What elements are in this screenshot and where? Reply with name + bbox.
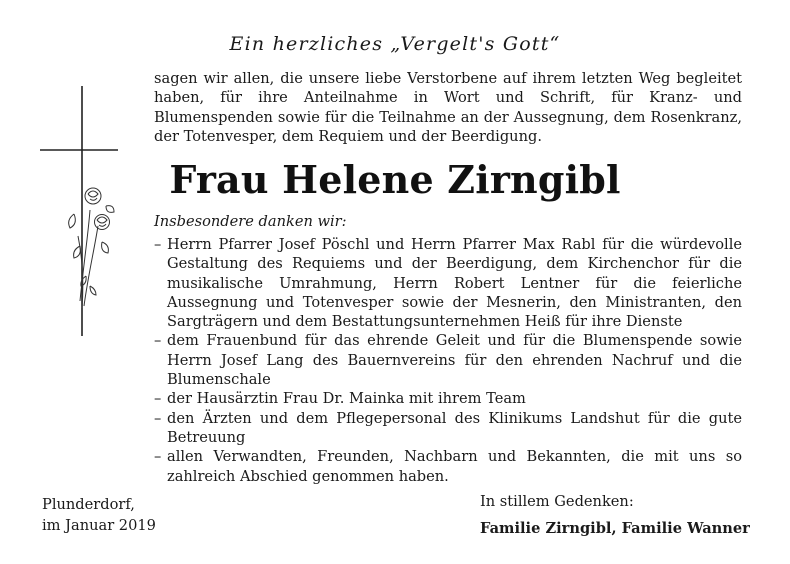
closing-signature [480, 488, 750, 542]
intro-paragraph [154, 69, 742, 147]
thanks-list [154, 235, 742, 486]
family-names: Familie Zirngibl, Familie Wanner [480, 520, 750, 537]
list-item: – den Ärzten und dem Pflegepersonal des Klinikums Landshut für die gute Betreuung [154, 409, 742, 448]
cross-with-roses-icon [40, 86, 126, 336]
place-date [42, 494, 156, 536]
thanks-list-label: Insbesondere danken wir: [154, 213, 347, 230]
list-item: – dem Frauenbund für das ehrende Geleit und für die Blumenspende sowie Herrn Josef Lang des Bauernvereins für den ehrenden Nachruf und die Blumenschale [154, 331, 742, 389]
list-item: – allen Verwandten, Freunden, Nachbarn und Bekannten, die mit uns so zahlreich Abschied genommen haben. [154, 447, 742, 486]
date: im Januar 2019 [42, 517, 156, 534]
place: Plunderdorf, [42, 496, 135, 513]
list-item: – der Hausärztin Frau Dr. Mainka mit ihrem Team [154, 389, 742, 408]
intro-text: sagen wir allen, die unsere liebe Verstorbene auf ihrem letzten Weg begleitet haben, für ihre Anteilnahme in Wort und Schrift, für Kranz- und Blumenspenden sowie für die Teilnahme an der Aussegnung, dem Rosenkranz, der Totenvesper, dem Requiem und der Beerdigung. [154, 70, 742, 146]
list-item: – Herrn Pfarrer Josef Pöschl und Herrn Pfarrer Max Rabl für die würdevolle Gestaltung des Requiems und der Beerdigung, dem Kirchenchor für die musikalische Umrahmung, Herrn Robert Lentner für die feierliche Aussegnung und Totenvesper sowie der Mesnerin, den Ministranten, den Sargträgern und dem Bestattungsunternehmen Heiß für ihre Dienste [154, 235, 742, 331]
closing-label: In stillem Gedenken: [480, 493, 634, 510]
thanks-heading: Ein herzliches „Vergelt's Gott“ [229, 33, 561, 55]
deceased-name: Frau Helene Zirngibl [169, 157, 621, 202]
